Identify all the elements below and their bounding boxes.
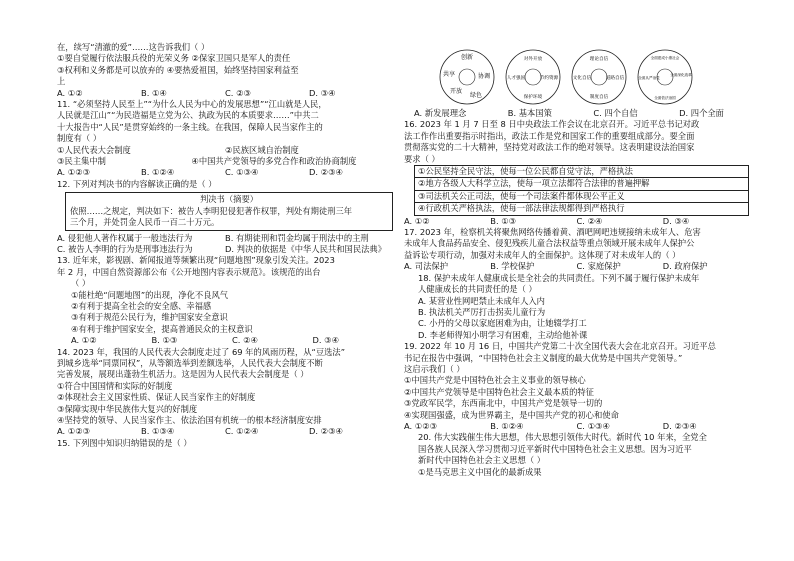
question-11	[57, 99, 393, 179]
option[interactable]: C. ①③④	[225, 167, 259, 178]
text-line: 14. 2023 年，我国的人民代表大会制度走过了 69 年的风雨历程，从“豆选法”	[57, 346, 346, 357]
diagram-node: 全面依法治国	[654, 96, 676, 100]
option[interactable]: D. ③④	[312, 335, 340, 346]
diagram-node: 开放	[449, 88, 463, 95]
text-line: 十大报告中“人民”是贯穿始终的一条主线。在我国，保障人民当家作主的	[57, 121, 323, 132]
q19-options	[404, 421, 749, 432]
question-20	[404, 432, 749, 478]
option[interactable]: A. ①②	[404, 215, 430, 226]
question-14	[57, 347, 393, 438]
option[interactable]: B. ①③	[490, 215, 517, 226]
option[interactable]: B. ①③④	[141, 426, 175, 437]
left-column	[57, 42, 393, 449]
item: ②中国共产党领导是中国特色社会主义最本质的特征	[404, 386, 594, 397]
text-line: 国各族人民深入学习贯彻习近平新时代中国特色社会主义思想。因为习近平	[418, 443, 692, 454]
item: ③党政军民学，东西南北中，中国共产党是领导一切的	[404, 398, 603, 409]
verdict-box	[65, 192, 393, 230]
option[interactable]: A. ①②	[57, 87, 83, 98]
option[interactable]: B. 学校保护	[490, 261, 535, 272]
option[interactable]: A. 某营业性网吧禁止未成年人入内	[418, 295, 545, 306]
text-line: 这启示我们（ ）	[404, 363, 465, 374]
diagram-node: 绿色	[469, 92, 483, 99]
item: ③保障实现中华民族伟大复兴的好制度	[57, 403, 198, 414]
item: ④实现国强盛，成为世界霸主，是中国共产党的初心和使命	[404, 409, 619, 420]
option[interactable]: D. ③④	[662, 215, 690, 226]
option[interactable]: A. ①②③	[57, 167, 91, 178]
text-line: 人民就是江山”“为民造福是立党为公、执政为民的本质要求……”中共二	[57, 110, 319, 121]
q11-items	[57, 145, 393, 156]
q12-options	[57, 244, 393, 255]
option[interactable]: D. ②③④	[309, 167, 343, 178]
option[interactable]: C. ①②④	[225, 426, 259, 437]
question-19	[404, 341, 749, 432]
option[interactable]: A. 侵犯他人著作权属于一般违法行为	[57, 232, 193, 243]
option[interactable]: A. ①②③	[57, 426, 91, 437]
diagram-node: 文化自信	[572, 76, 592, 81]
diagram-node: 创新	[460, 54, 474, 61]
option[interactable]: B. 有期徒刑和罚金均属于刑法中的主刑	[225, 232, 369, 243]
text-line: 三个月，并处罚金人民币一百二十万元。	[70, 217, 220, 228]
diagram-node: 全面建成小康社会	[650, 56, 680, 60]
text-line: 13. 近年来，影视剧、新闻报道等频繁出现“问题地图”现象引发关注。2023	[57, 255, 335, 266]
option[interactable]: B. 基本国策	[507, 108, 552, 118]
q17-options	[404, 261, 749, 272]
item: ①是马克思主义中国化的最新成果	[418, 466, 542, 477]
option[interactable]: A. 新发展理念	[414, 108, 467, 118]
diagram-node: 人才强国	[506, 76, 526, 81]
text-line: ③权利和义务都是可以放弃的 ④要热爱祖国，始终坚持国家利益至	[57, 64, 299, 75]
item: ②体现社会主义国家性质、保证人民当家作主的好制度	[57, 392, 256, 403]
right-column	[404, 48, 749, 478]
q15-options	[414, 108, 724, 119]
diagram-a	[438, 48, 496, 106]
q11-options	[57, 167, 393, 178]
text-line: 要求（ ）	[404, 153, 440, 164]
item: ③民主集中制	[57, 156, 106, 167]
option[interactable]: C. ②④	[232, 335, 258, 346]
diagram-node: 道路自信	[605, 76, 625, 81]
diagram-node: 制度自信	[589, 95, 609, 100]
text-line: 书记在报告中强调，“中国特色社会主义制度的最大优势是中国共产党领导。”	[404, 352, 683, 363]
item: ④坚持党的领导、人民当家作主、依法治国有机统一的根本经济制度安排	[57, 415, 322, 425]
text-line: 11. “必须坚持人民至上”“为什么人民为中心的发展思想”“江山就是人民，	[57, 99, 327, 110]
diagram-node: 全面深化改革	[670, 73, 692, 77]
diagram-node: 保护环境	[523, 95, 543, 100]
question-13	[57, 255, 393, 346]
question-12	[57, 179, 393, 255]
q11-items	[57, 156, 393, 167]
option[interactable]: B. ①④	[141, 87, 167, 98]
option[interactable]: D. ②③④	[662, 420, 697, 431]
item: ②地方各级人大科学立法，使每一项立法都符合法律的普遍押解	[415, 177, 748, 189]
option[interactable]: C. 家庭保护	[576, 261, 621, 272]
text-line: 到城乡选举“同票同权”，从等额选举到差额选举，人民代表大会制度不断	[57, 357, 323, 368]
q14-options	[57, 426, 393, 437]
item: ②民族区域自治制度	[225, 144, 299, 155]
diagram-node: 共享	[442, 71, 456, 78]
option[interactable]: D. ②③④	[309, 426, 343, 437]
text-line: 新时代中国特色社会主义思想（ ）	[418, 455, 546, 466]
option[interactable]: C. 小丹的父母以家庭困难为由，让她辍学打工	[418, 318, 587, 329]
q12-options	[57, 233, 393, 244]
text-line: 完善发展，展现出蓬勃生机活力。这是因为人民代表大会制度是（ ）	[57, 369, 309, 380]
diagram-node: 协调	[477, 73, 491, 80]
text-line: 未成年人食品药品安全、侵犯残疾儿童合法权益等重点领域开展未成年人保护公	[404, 238, 695, 249]
item: ①公民坚持全民守法，使每一位公民都自觉守法，严格执法	[418, 166, 633, 177]
text-line: 16. 2023 年 1 月 7 日至 8 日中央政法工作会议在北京召开。习近平总书记对政	[404, 119, 700, 130]
verdict-title: 判决书（摘要）	[199, 194, 259, 205]
text-line: 在，续写“清澈的爱”……这告诉我们（ ）	[57, 42, 210, 52]
question-18	[404, 273, 749, 341]
item: ③司法机关公正司法，使每一个司法案件都体现公平正义	[415, 190, 748, 202]
text-line: 17. 2023 年，检察机关将聚焦网络传播着黄、酒吧网吧违规接纳未成年人、危害	[404, 227, 701, 238]
option[interactable]: A. ①②③	[404, 420, 438, 431]
q13-options	[57, 335, 393, 346]
option[interactable]: A. ①②	[71, 335, 97, 346]
option[interactable]: D. ③④	[309, 87, 336, 98]
text-line: ①要自觉履行依法服兵役的光荣义务 ②保家卫国只是军人的责任	[57, 53, 291, 64]
q10-options	[57, 88, 393, 99]
text-line: 12. 下列对判决书的内容解读正确的是（ ）	[57, 178, 217, 189]
option[interactable]: A. 司法保护	[404, 261, 448, 272]
item: ④有利于维护国家安全，提高普通民众的主权意识	[71, 323, 253, 334]
text-line: （ ）	[71, 278, 91, 289]
q16-options	[404, 216, 749, 227]
item: ④中国共产党领导的多党合作和政治协商制度	[191, 156, 357, 167]
option[interactable]: C. ②④	[576, 215, 603, 226]
q15-diagrams	[438, 48, 694, 106]
diagram-node: 对外开放	[523, 57, 543, 62]
item: ①人民代表大会制度	[57, 144, 131, 155]
question-17	[404, 227, 749, 273]
option[interactable]: C. 被告人李明的行为是刑事违法行为	[57, 243, 193, 254]
text-line: 19. 2022 年 10 月 16 日，中国共产党第二十次全国代表大会在北京召开。习近平总	[404, 341, 716, 352]
text-line: 人健康成长的共同责任的是（ ）	[418, 284, 537, 295]
text-line: 20. 伟大实践催生伟大思想，伟大思想引领伟大时代。新时代 10 年来，全党全	[418, 432, 707, 443]
diagram-b	[504, 48, 562, 106]
diagram-node: 理论自信	[589, 57, 609, 62]
option[interactable]: B. ①②④	[141, 167, 175, 178]
text-line: 上	[57, 76, 66, 87]
option[interactable]: D. 李老师得知小明学习有困难，主动给他补课	[418, 329, 588, 340]
q16-items-table	[414, 165, 749, 216]
item: ③有利于规范公民行为，维护国家安全意识	[71, 312, 228, 323]
option[interactable]: C. ②③	[225, 87, 251, 98]
question-15: 15. 下列图中知识归纳错误的是（ ）	[57, 437, 192, 448]
diagram-d	[636, 48, 694, 106]
question-16	[404, 119, 749, 227]
option[interactable]: C. 四个自信	[593, 108, 638, 118]
text-line: 制度有（ ）	[57, 133, 102, 144]
text-line: 18. 保护未成年人健康成长是全社会的共同责任。下列不属于履行保护未成年	[418, 272, 700, 283]
item: ②有利于提高全社会的安全感、幸福感	[71, 300, 212, 311]
item: ①中国共产党是中国特色社会主义事业的领导核心	[404, 375, 586, 386]
option[interactable]: B. ①②④	[490, 420, 524, 431]
option[interactable]: D. 政府保护	[662, 261, 708, 272]
text-line: 贯彻落实党的二十大精神，坚持党对政法工作的绝对领导。这表明建设法治国家	[404, 142, 695, 153]
diagram-node: 全面从严治党	[638, 76, 660, 80]
option[interactable]: D. 判决的依据是《中华人民共和国民法典》	[225, 243, 387, 254]
text-line: 法工作作出重要指示时指出，政法工作是党和国家工作的重要组成部分。要全面	[404, 130, 695, 141]
q10-tail	[57, 42, 393, 99]
option[interactable]: B. 执法机关严厉打击拐卖儿童行为	[418, 306, 546, 317]
text-line: 益诉讼专项行动，加强对未成年人的全面保护。这体现了对未成年人的（ ）	[404, 249, 681, 260]
text-line: 依照……之规定，判决如下：被告人李明犯侵犯著作权罪，判处有期徒刑三年	[70, 205, 353, 216]
option[interactable]: D. 四个全面	[679, 108, 724, 118]
item: ④行政机关严格执法，使每一部法律法规都得到严格执行	[415, 202, 748, 214]
option[interactable]: B. ①③	[151, 335, 178, 346]
option[interactable]: C. ①③④	[576, 420, 610, 431]
item: ①能杜绝“问题地图”的出现，净化不良风气	[71, 289, 229, 300]
text-line: 年 2 月，中国自然资源部公布《公开地图内容表示规范》。该规范的出台	[57, 266, 321, 277]
diagram-c	[570, 48, 628, 106]
item: ①符合中国国情和实际的好制度	[57, 380, 173, 391]
diagram-node: 节约资源	[539, 76, 559, 81]
